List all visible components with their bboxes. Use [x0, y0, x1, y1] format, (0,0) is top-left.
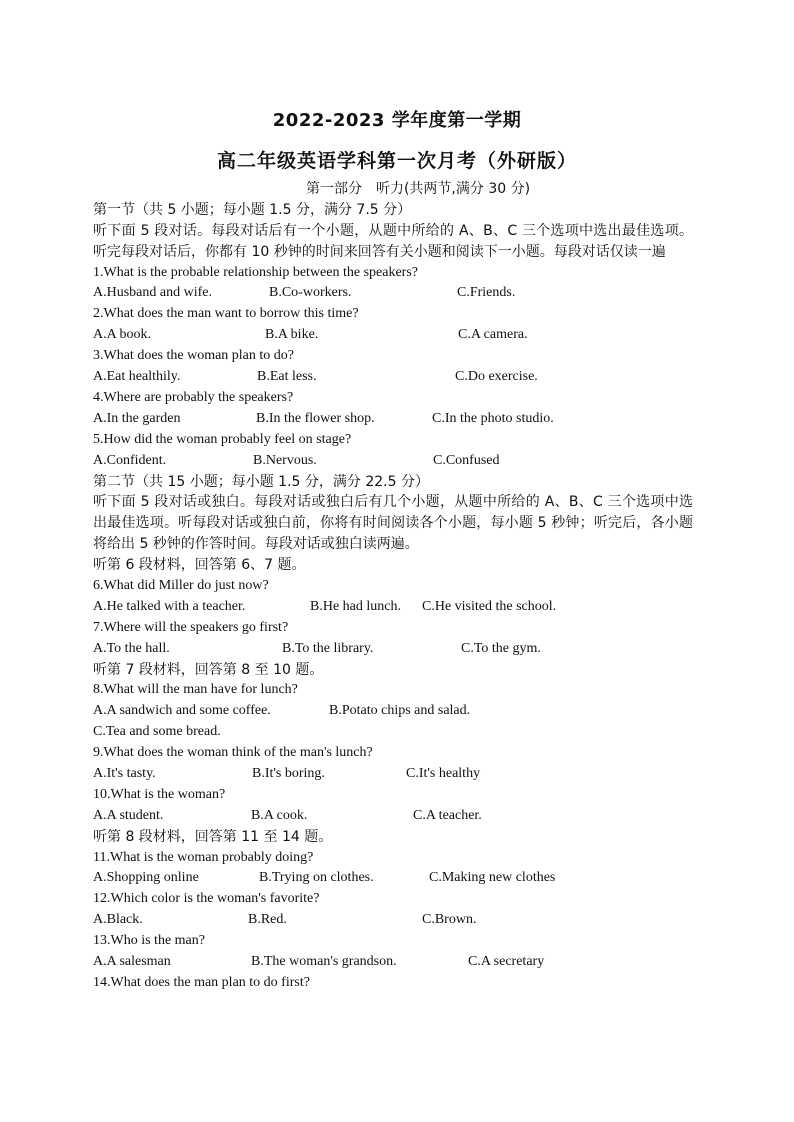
option-c: C.A teacher.: [413, 807, 482, 823]
option-b: B.Nervous.: [253, 452, 317, 468]
option-c: C.Confused: [433, 452, 500, 468]
option-b: B.A cook.: [251, 807, 308, 823]
question-2: 2.What does the man want to borrow this time?: [93, 306, 359, 322]
option-b: B.In the flower shop.: [256, 410, 375, 426]
option-a: A.Shopping online: [93, 870, 199, 886]
option-a: A.It's tasty.: [93, 766, 156, 782]
options-3: [93, 367, 703, 388]
option-b: B.Co-workers.: [269, 285, 352, 301]
group-8-heading: 听第 8 段材料，回答第 11 至 14 题。: [93, 828, 333, 845]
exam-content: [93, 179, 703, 994]
section2-heading: 第二节（共 15 小题；每小题 1.5 分，满分 22.5 分）: [93, 473, 429, 490]
option-c: C.It's healthy: [406, 766, 481, 782]
option-b: B.Red.: [248, 912, 287, 928]
options-4: [93, 409, 703, 430]
question-1: 1.What is the probable relationship between the speakers?: [93, 264, 418, 280]
question-13: 13.Who is the man?: [93, 933, 205, 949]
question-9: 9.What does the woman think of the man's lunch?: [93, 745, 373, 761]
option-a: A.Eat healthily.: [93, 369, 181, 385]
option-c: C.A camera.: [458, 327, 528, 343]
options-5: [93, 451, 703, 472]
exam-year-title: 2022-2023 学年度第一学期: [272, 110, 522, 131]
part1-heading: 第一部分 听力(共两节,满分 30 分): [305, 181, 531, 197]
option-c: C.Making new clothes: [429, 870, 556, 886]
option-8-c: C.Tea and some bread.: [93, 724, 221, 740]
question-10: 10.What is the woman?: [93, 786, 226, 802]
option-c: C.A secretary: [468, 954, 545, 970]
question-8: 8.What will the man have for lunch?: [93, 682, 298, 698]
options-8: [93, 701, 703, 722]
section1-heading: 第一节（共 5 小题；每小题 1.5 分，满分 7.5 分）: [93, 201, 412, 218]
option-c: C.Do exercise.: [455, 369, 538, 385]
options-12: [93, 910, 703, 931]
options-10: [93, 806, 703, 827]
options-1: [93, 283, 703, 304]
option-a: A.A book.: [93, 327, 151, 343]
option-b: B.Potato chips and salad.: [329, 703, 471, 719]
option-a: A.To the hall.: [93, 640, 170, 656]
option-b: B.To the library.: [282, 640, 374, 656]
option-a: A.A sandwich and some coffee.: [93, 703, 271, 719]
option-b: B.It's boring.: [252, 766, 325, 782]
options-2: [93, 325, 703, 346]
question-11: 11.What is the woman probably doing?: [93, 849, 314, 865]
option-c: C.Friends.: [457, 285, 516, 301]
option-b: B.Eat less.: [257, 369, 317, 385]
option-b: B.Trying on clothes.: [259, 870, 374, 886]
options-6: [93, 597, 703, 618]
question-6: 6.What did Miller do just now?: [93, 578, 269, 593]
section1-instruction: 听下面 5 段对话。每段对话后有一个小题，从题中所给的 A、B、C 三个选项中选出最佳选项。听完每段对话后，你都有 10 秒钟的时间来回答有关小题和阅读下一小题。每段对话仅读一遍: [93, 222, 693, 260]
option-b: B.He had lunch.: [310, 598, 401, 614]
options-9: [93, 764, 703, 785]
option-a: A.Confident.: [93, 452, 167, 468]
option-a: A.In the garden: [93, 410, 181, 426]
question-4: 4.Where are probably the speakers?: [93, 389, 294, 405]
group-6-heading: 听第 6 段材料，回答第 6、7 题。: [93, 557, 306, 574]
option-c: C.To the gym.: [461, 640, 541, 656]
question-3: 3.What does the woman plan to do?: [93, 348, 295, 364]
question-5: 5.How did the woman probably feel on stage?: [93, 431, 352, 447]
option-b: B.A bike.: [265, 327, 319, 343]
options-7: [93, 639, 703, 660]
exam-title: 高二年级英语学科第一次月考（外研版）: [216, 150, 577, 172]
options-13: [93, 952, 703, 973]
option-a: A.He talked with a teacher.: [93, 598, 246, 614]
group-7-heading: 听第 7 段材料，回答第 8 至 10 题。: [93, 661, 324, 678]
option-a: A.A salesman: [93, 954, 171, 970]
option-c: C.He visited the school.: [422, 598, 557, 614]
section2-instruction: 听下面 5 段对话或独白。每段对话或独白后有几个小题，从题中所给的 A、B、C 三个选项中选出最佳选项。听每段对话或独白前，你将有时间阅读各个小题，每小题 5 秒钟；听完后，各小题将给出 5 秒钟的作答时间。每段对话或独白读两遍。: [93, 494, 693, 553]
option-c: C.In the photo studio.: [432, 410, 554, 426]
options-11: [93, 868, 703, 889]
option-a: A.Husband and wife.: [93, 285, 212, 301]
option-a: A.A student.: [93, 807, 164, 823]
question-14: 14.What does the man plan to do first?: [93, 974, 310, 990]
option-a: A.Black.: [93, 912, 143, 928]
question-12: 12.Which color is the woman's favorite?: [93, 891, 320, 907]
option-c: C.Brown.: [422, 912, 477, 928]
question-7: 7.Where will the speakers go first?: [93, 619, 289, 635]
option-b: B.The woman's grandson.: [251, 954, 397, 970]
